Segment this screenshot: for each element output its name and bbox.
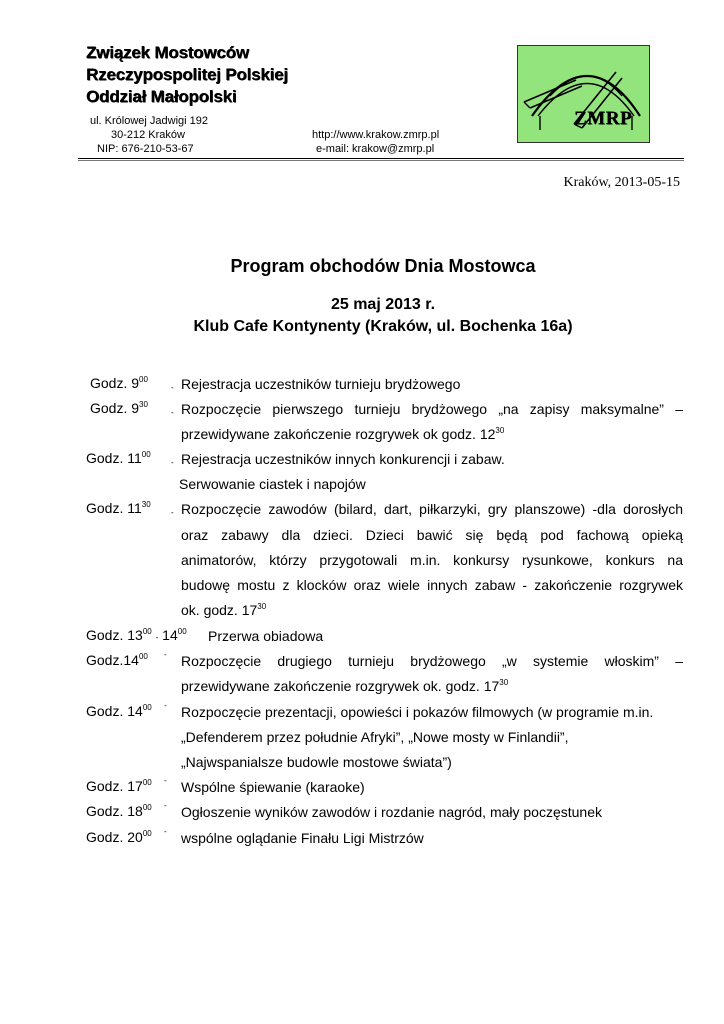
item-text: Rozpoczęcie drugiego turnieju brydżowego „w systemie włoskim” – [181, 653, 683, 669]
item-text: Rejestracja uczestników innych konkurencji i zabaw. [181, 451, 505, 467]
document-title: Program obchodów Dnia Mostowca [230, 256, 536, 276]
dash: - [171, 408, 174, 417]
item-text: „Najwspanialsze budowle mostowe świata”) [181, 754, 452, 770]
item-text: budowę mostu z klocków oraz wiele innych zabaw - zakończenie rozgrywek [181, 577, 683, 593]
dash: - [164, 776, 167, 785]
event-venue: Klub Cafe Kontynenty (Kraków, ul. Bochenka 16a) [193, 318, 573, 335]
item-text: „Defenderem przez południe Afryki”, „Nowe mosty w Finlandii”, [181, 729, 569, 745]
time-label: $Godz.14^{00}$ [86, 652, 148, 668]
time-label: Godz. $20^{00}$ [86, 829, 152, 845]
item-text: Serwowanie ciastek i napojów [179, 476, 366, 492]
dash: - [171, 508, 174, 517]
event-date: 25 maj 2013 r. [330, 296, 436, 313]
dash: - [164, 827, 167, 836]
dash: - [164, 701, 167, 710]
dash: - [155, 633, 159, 642]
time-label: Godz. $17^{00}$ [86, 778, 152, 794]
zmrp-logo [517, 45, 650, 143]
address-city: 30-212 Kraków [111, 129, 185, 141]
item-text: Przerwa obiadowa [208, 628, 324, 644]
item-text: animatorów, którzy przygotowali m.in. konkursy rysunkowe, konkurs na [181, 552, 683, 568]
address-nip: NIP: 676-210-53-67 [97, 143, 194, 155]
dash: - [171, 458, 174, 467]
item-text: przewidywane zakończenie rozgrywek ok. godz. $17^{30}$ [181, 678, 509, 694]
time-label: Godz. $11^{00}$ [86, 450, 151, 466]
org-line-2: Rzeczypospolitej Polskiej [86, 65, 288, 84]
item-text: oraz zabawy dla dzieci. Dzieci bawić się będą pod fachową opieką [181, 527, 683, 543]
item-text: Rozpoczęcie prezentacji, opowieści i pokazów filmowych (w programie m.in. [181, 704, 654, 720]
time-label: Godz. $18^{00}$ [86, 803, 152, 819]
organization-name [86, 42, 288, 108]
email-link[interactable]: e-mail: krakow@zmrp.pl [316, 143, 435, 155]
document-date: Kraków, 2013-05-15 [563, 175, 680, 190]
item-text: ok. godz. $17^{30}$ [181, 602, 267, 618]
item-text: Rejestracja uczestników turnieju brydżowego [181, 376, 461, 392]
org-line-3: Oddział Małopolski [86, 87, 237, 106]
item-text: Rozpoczęcie zawodów (bilard, dart, piłkarzyki, gry planszowe) -dla dorosłych [181, 501, 683, 517]
dash: - [171, 383, 174, 392]
website-link[interactable]: http://www.krakow.zmrp.pl [312, 129, 440, 141]
item-text: wspólne oglądanie Finału Ligi Mistrzów [181, 830, 424, 846]
header-divider-shadow [78, 160, 684, 161]
time-label: Godz. $11^{30}$ [86, 500, 151, 516]
dash: - [164, 650, 167, 659]
item-text: Ogłoszenie wyników zawodów i rozdanie nagród, mały poczęstunek [181, 804, 602, 820]
time-label: Godz. $13^{00} - 14^{00}$ [86, 627, 187, 643]
time-label: Godz. $9^{00}$ [90, 375, 148, 391]
time-label: Godz. $14^{00}$ [86, 703, 152, 719]
logo-text: ZMRP [574, 108, 632, 129]
item-text: Wspólne śpiewanie (karaoke) [181, 779, 365, 795]
time-label: Godz. $9^{30}$ [90, 400, 148, 416]
address-street: ul. Królowej Jadwigi 192 [90, 115, 209, 127]
header-divider [78, 158, 684, 159]
org-line-1: Związek Mostowców [86, 43, 249, 62]
dash: - [164, 801, 167, 810]
item-text: Rozpoczęcie pierwszego turnieju brydżowego „na zapisy maksymalne” – [181, 401, 683, 417]
item-text: przewidywane zakończenie rozgrywek ok godz. $12^{30}$ [181, 426, 505, 442]
